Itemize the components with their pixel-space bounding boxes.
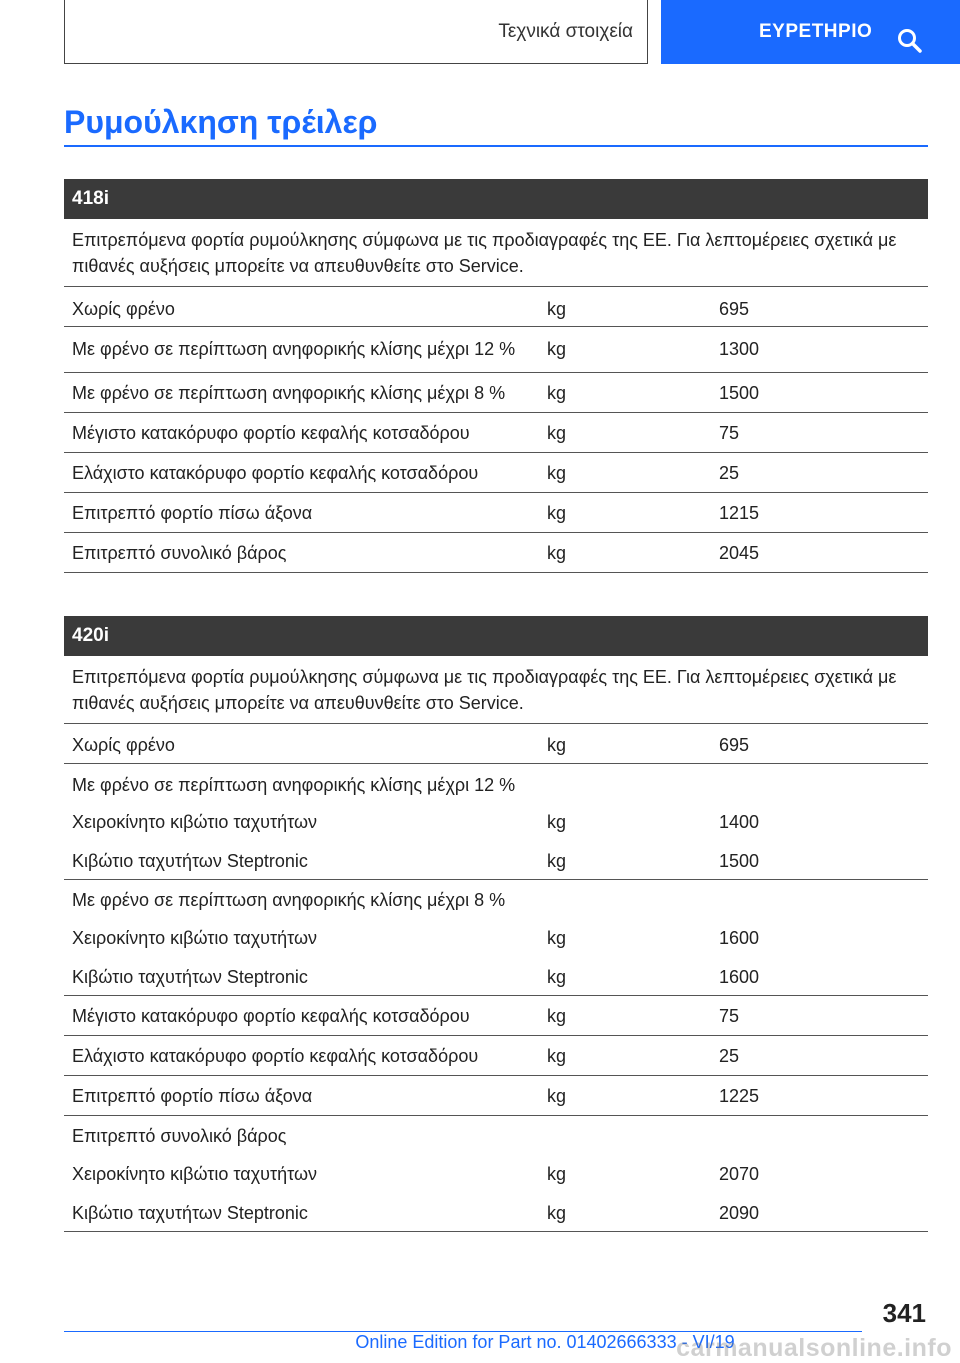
table-row xyxy=(64,1116,928,1155)
table-row xyxy=(64,880,928,919)
table-row xyxy=(64,803,928,841)
table-row xyxy=(64,1155,928,1193)
spec-table-420i xyxy=(64,616,928,1232)
row-unit: kg xyxy=(547,503,567,523)
row-value: 1600 xyxy=(719,967,760,987)
row-value: 695 xyxy=(719,735,750,755)
row-unit: kg xyxy=(547,1006,567,1026)
table-row xyxy=(64,287,928,327)
row-unit: kg xyxy=(547,812,567,832)
row-label: Ελάχιστο κατακόρυφο φορτίο κεφαλής κοτσαδόρου xyxy=(72,1046,479,1066)
table-row xyxy=(64,327,928,373)
row-unit: kg xyxy=(547,967,567,987)
index-button[interactable] xyxy=(661,0,960,64)
table-row xyxy=(64,1036,928,1076)
row-label: Επιτρεπτό συνολικό βάρος xyxy=(72,543,287,563)
row-unit: kg xyxy=(547,423,567,443)
row-value: 75 xyxy=(719,1006,740,1026)
row-unit: kg xyxy=(547,299,567,319)
table-row xyxy=(64,1076,928,1116)
row-value: 1600 xyxy=(719,928,760,948)
row-unit: kg xyxy=(547,1203,567,1223)
table-row xyxy=(64,919,928,957)
row-value: 2090 xyxy=(719,1203,760,1223)
row-label: Με φρένο σε περίπτωση ανηφορικής κλίσης μέχρι 8 % xyxy=(72,890,506,910)
row-value: 1225 xyxy=(719,1086,760,1106)
row-label: Χωρίς φρένο xyxy=(72,735,175,755)
table-row xyxy=(64,493,928,533)
row-value: 75 xyxy=(719,423,740,443)
row-unit: kg xyxy=(547,383,567,403)
spec-table-418i xyxy=(64,179,928,573)
top-navigation xyxy=(0,0,960,68)
table-row xyxy=(64,1193,928,1232)
row-label: Ελάχιστο κατακόρυφο φορτίο κεφαλής κοτσαδόρου xyxy=(72,463,479,483)
row-unit: kg xyxy=(547,928,567,948)
row-label: Επιτρεπτό φορτίο πίσω άξονα xyxy=(72,1086,313,1106)
row-unit: kg xyxy=(547,463,567,483)
row-label: Με φρένο σε περίπτωση ανηφορικής κλίσης μέχρι 12 % xyxy=(72,775,516,795)
row-label: Χειροκίνητο κιβώτιο ταχυτήτων xyxy=(72,928,318,948)
row-label: Κιβώτιο ταχυτήτων Steptronic xyxy=(72,1203,308,1223)
row-value: 2070 xyxy=(719,1164,760,1184)
table-row xyxy=(64,724,928,764)
row-label: Χειροκίνητο κιβώτιο ταχυτήτων xyxy=(72,812,318,832)
row-label: Κιβώτιο ταχυτήτων Steptronic xyxy=(72,967,308,987)
row-value: 1500 xyxy=(719,383,760,403)
edition-label: Online Edition for Part no. 01402666333 - VI/19 xyxy=(355,1332,735,1352)
row-unit: kg xyxy=(547,543,567,563)
row-unit: kg xyxy=(547,1164,567,1184)
row-label: Μέγιστο κατακόρυφο φορτίο κεφαλής κοτσαδόρου xyxy=(72,1006,470,1026)
row-value: 1500 xyxy=(719,851,760,871)
row-value: 1300 xyxy=(719,339,760,359)
table-header: 418i xyxy=(64,179,928,219)
row-unit: kg xyxy=(547,1086,567,1106)
row-value: 25 xyxy=(719,1046,740,1066)
title-divider xyxy=(64,145,928,147)
table-row xyxy=(64,453,928,493)
row-unit: kg xyxy=(547,851,567,871)
row-value: 2045 xyxy=(719,543,760,563)
table-note: Επιτρεπόμενα φορτία ρυμούλκησης σύμφωνα με τις προδιαγραφές της ΕΕ. Για λεπτομέρειες σχετικά με πιθανές αυξήσεις μπορείτε να απευθυνθείτε στο Service. xyxy=(64,219,928,287)
table-header: 420i xyxy=(64,616,928,656)
table-row xyxy=(64,533,928,573)
row-value: 695 xyxy=(719,299,750,319)
row-label: Επιτρεπτό φορτίο πίσω άξονα xyxy=(72,503,313,523)
tab-technical-data[interactable] xyxy=(64,0,648,64)
page-number: 341 xyxy=(882,1298,926,1328)
row-label: Κιβώτιο ταχυτήτων Steptronic xyxy=(72,851,308,871)
search-icon[interactable] xyxy=(897,28,923,54)
watermark: carmanualsonline.info xyxy=(676,1334,952,1362)
row-label: Χωρίς φρένο xyxy=(72,299,175,319)
table-row xyxy=(64,413,928,453)
row-value: 1215 xyxy=(719,503,760,523)
table-row xyxy=(64,764,928,803)
table-row xyxy=(64,841,928,880)
table-note: Επιτρεπόμενα φορτία ρυμούλκησης σύμφωνα με τις προδιαγραφές της ΕΕ. Για λεπτομέρειες σχετικά με πιθανές αυξήσεις μπορείτε να απευθυνθείτε στο Service. xyxy=(64,656,928,724)
row-label: Επιτρεπτό συνολικό βάρος xyxy=(72,1126,287,1146)
table-row xyxy=(64,373,928,413)
row-value: 1400 xyxy=(719,812,760,832)
table-row xyxy=(64,957,928,996)
table-row xyxy=(64,996,928,1036)
row-unit: kg xyxy=(547,735,567,755)
row-unit: kg xyxy=(547,339,567,359)
row-label: Μέγιστο κατακόρυφο φορτίο κεφαλής κοτσαδόρου xyxy=(72,423,470,443)
row-unit: kg xyxy=(547,1046,567,1066)
row-value: 25 xyxy=(719,463,740,483)
page-title: Ρυμούλκηση τρέιλερ xyxy=(64,104,378,140)
row-label: Χειροκίνητο κιβώτιο ταχυτήτων xyxy=(72,1164,318,1184)
row-label: Με φρένο σε περίπτωση ανηφορικής κλίσης μέχρι 12 % xyxy=(72,339,516,359)
index-button-label: ΕΥΡΕΤΗΡΙΟ xyxy=(759,21,873,42)
row-label: Με φρένο σε περίπτωση ανηφορικής κλίσης μέχρι 8 % xyxy=(72,383,506,403)
tab-technical-data-label: Τεχνικά στοιχεία xyxy=(498,20,633,42)
